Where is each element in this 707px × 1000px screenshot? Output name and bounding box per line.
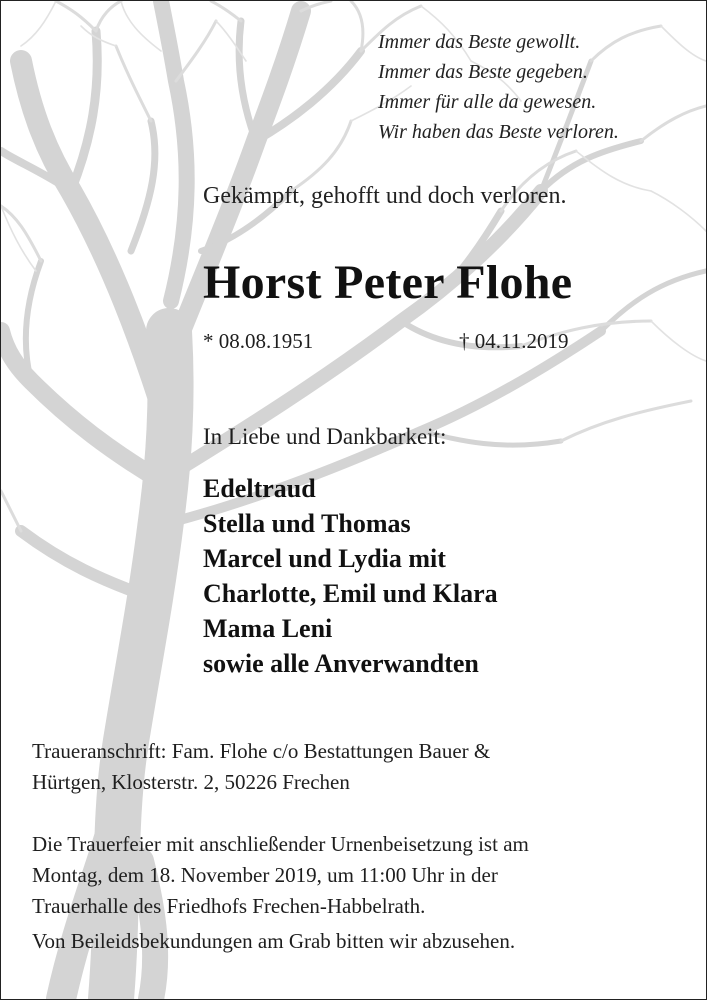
funeral-line: Trauerhalle des Friedhofs Frechen-Habbelrath. xyxy=(32,894,426,918)
mourner-entry: Stella und Thomas xyxy=(203,509,411,538)
funeral-details xyxy=(32,829,672,922)
thanks-intro: In Liebe und Dankbarkeit: xyxy=(203,424,447,449)
mourner-entry: Edeltraud xyxy=(203,474,316,503)
condolence-note: Von Beileidsbekundungen am Grab bitten wir abzusehen. xyxy=(32,929,516,953)
poem-line: Immer für alle da gewesen. xyxy=(378,91,597,113)
mourner-entry: Mama Leni xyxy=(203,614,333,643)
birth-date: * 08.08.1951 xyxy=(203,329,314,353)
address-line: Traueranschrift: Fam. Flohe c/o Bestattungen Bauer & xyxy=(32,739,491,763)
motto: Gekämpft, gehofft und doch verloren. xyxy=(203,183,567,209)
funeral-line: Die Trauerfeier mit anschließender Urnenbeisetzung ist am xyxy=(32,832,529,856)
mourner-entry: sowie alle Anverwandten xyxy=(203,649,479,678)
death-date: † 04.11.2019 xyxy=(459,329,569,353)
poem-line: Immer das Beste gegeben. xyxy=(378,61,588,83)
mourners-list xyxy=(203,471,498,681)
mourning-address xyxy=(32,736,672,798)
deceased-name: Horst Peter Flohe xyxy=(203,256,573,309)
poem-line: Wir haben das Beste verloren. xyxy=(378,121,619,143)
mourner-entry: Charlotte, Emil und Klara xyxy=(203,579,498,608)
poem-line: Immer das Beste gewollt. xyxy=(378,31,581,53)
mourner-entry: Marcel und Lydia mit xyxy=(203,544,446,573)
address-line: Hürtgen, Klosterstr. 2, 50226 Frechen xyxy=(32,770,350,794)
funeral-line: Montag, dem 18. November 2019, um 11:00 Uhr in der xyxy=(32,863,498,887)
poem xyxy=(378,27,619,147)
